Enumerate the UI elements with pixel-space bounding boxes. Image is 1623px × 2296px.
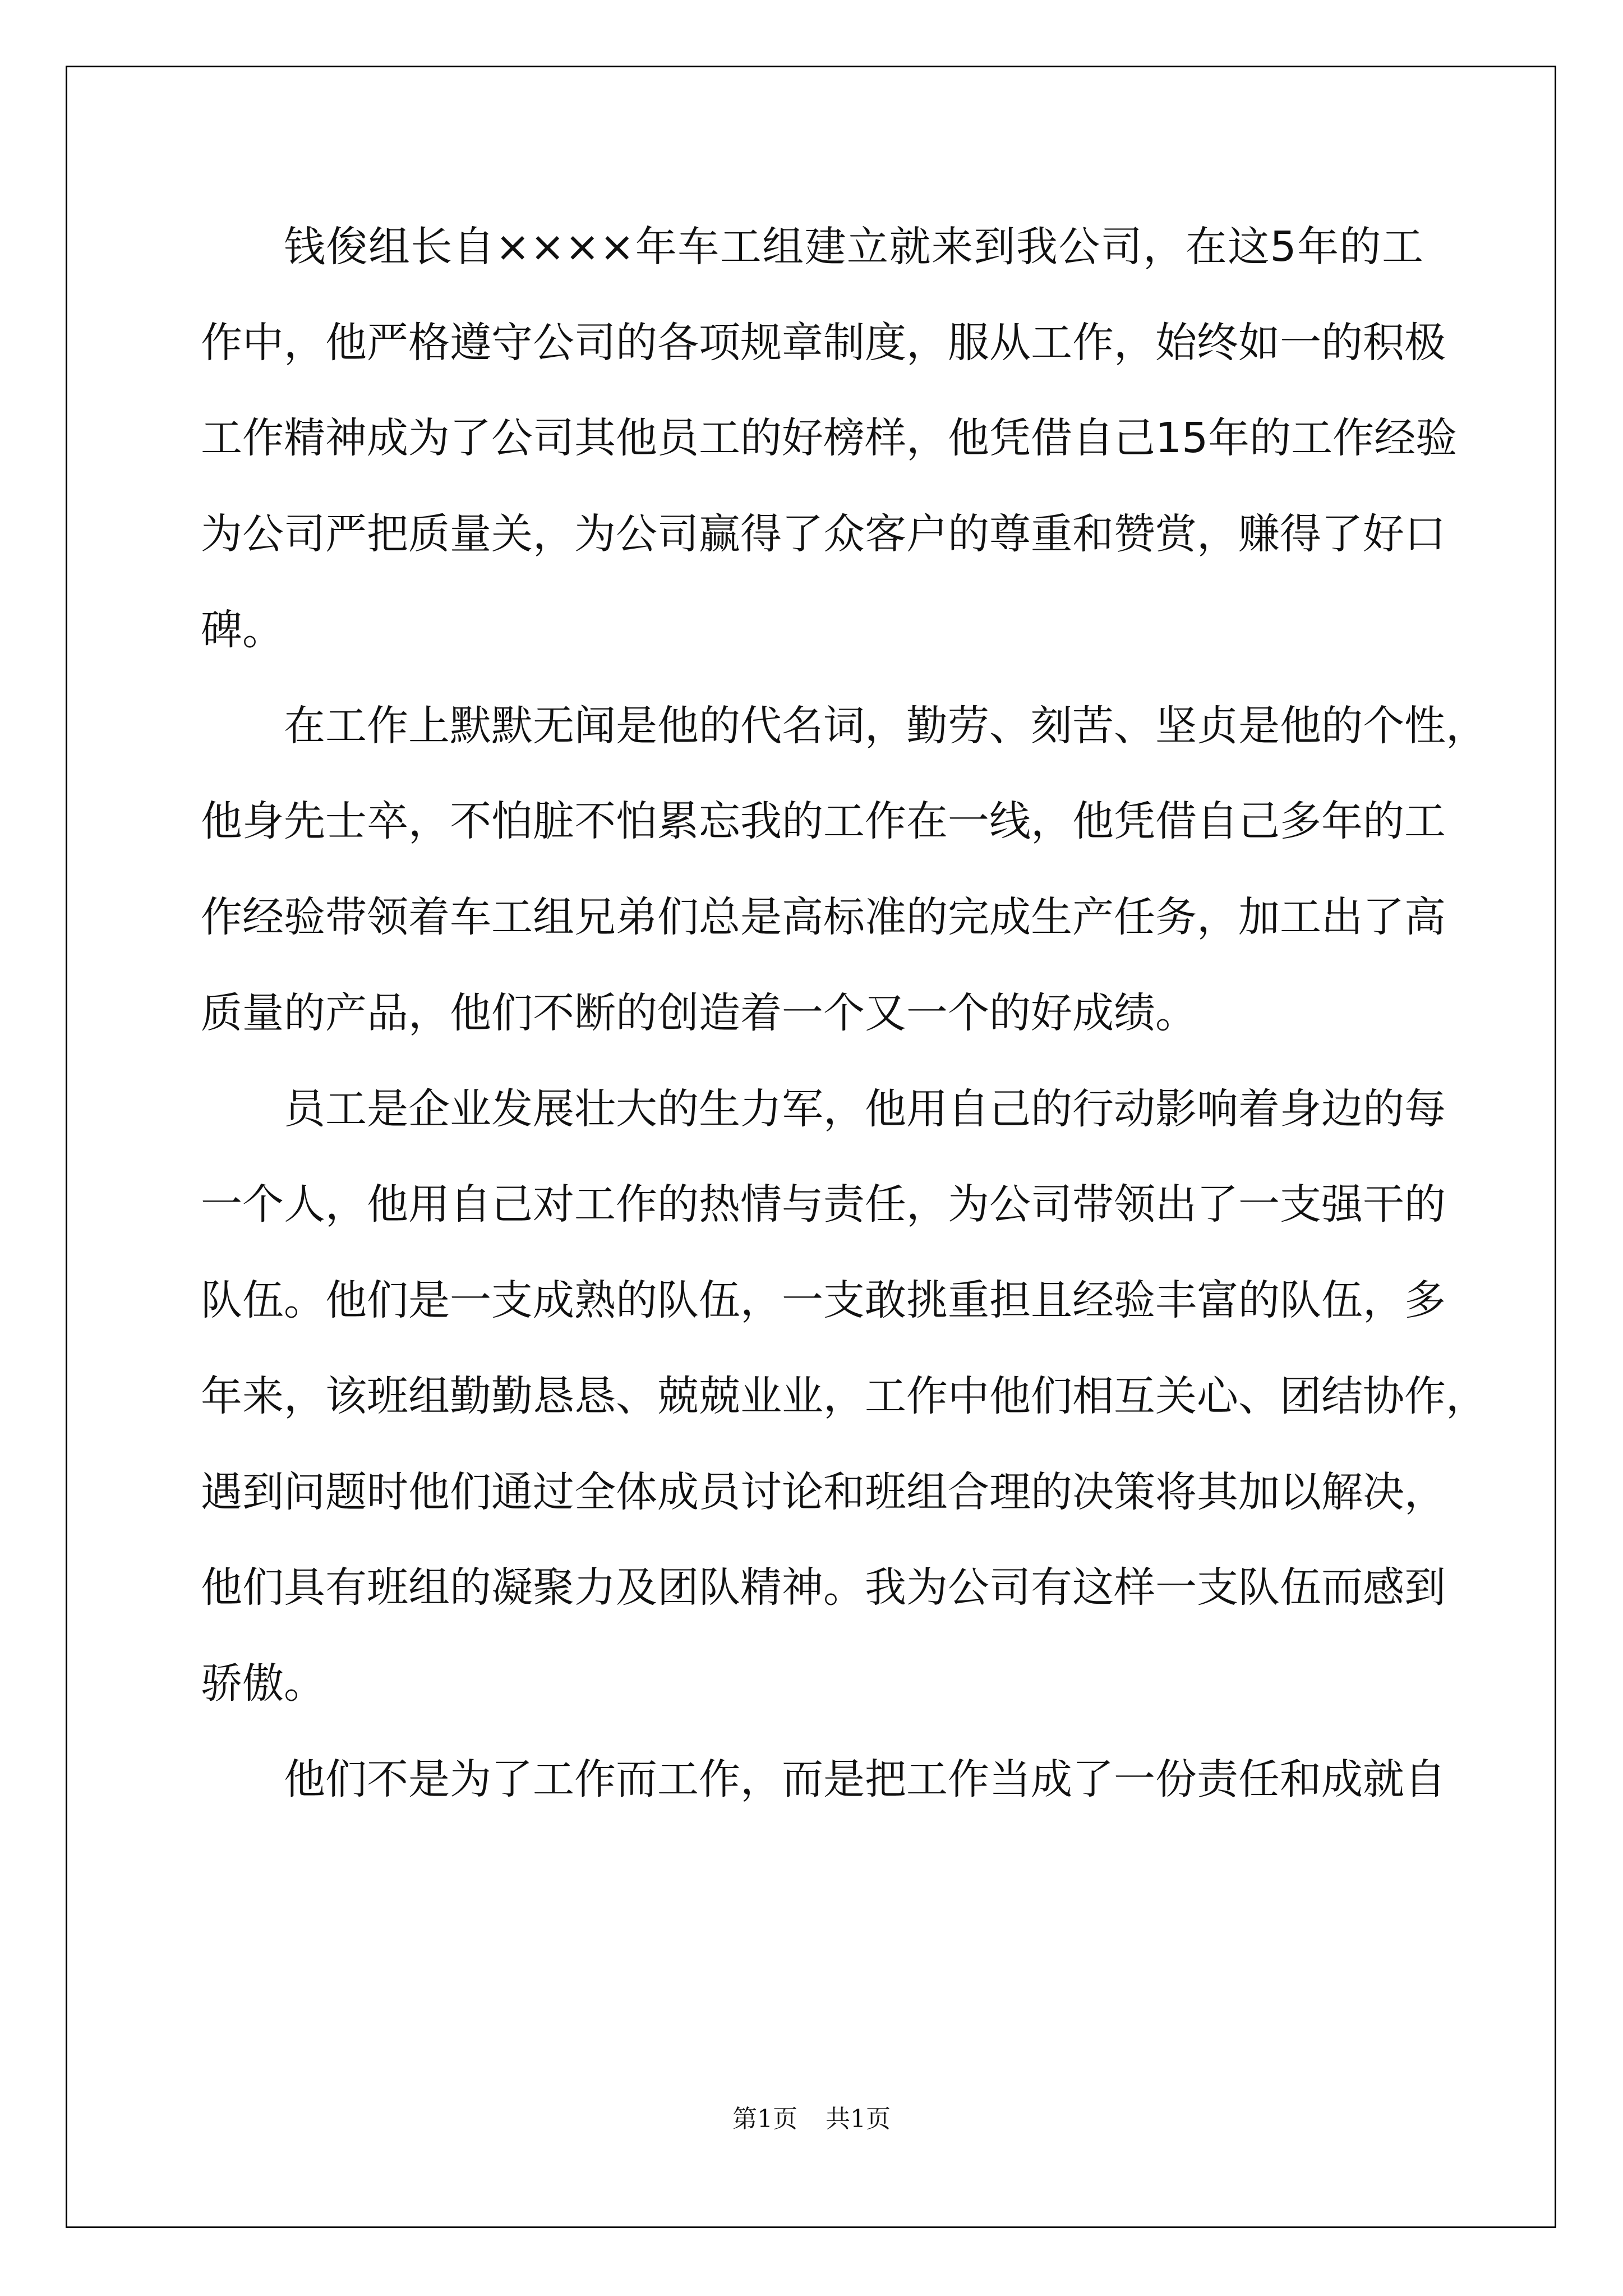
paragraph-3-line-6: 他们具有班组的凝聚力及团队精神。我为公司有这样一支队伍而感到 bbox=[201, 1563, 1446, 1612]
paragraph-3-line-7: 骄傲。 bbox=[201, 1659, 325, 1708]
paragraph-1-line-3: 工作精神成为了公司其他员工的好榜样，他凭借自己15年的工作经验 bbox=[201, 414, 1458, 462]
page-number: 第1页 bbox=[732, 2105, 797, 2133]
page-border bbox=[66, 66, 1556, 2228]
paragraph-1-line-1: 钱俊组长自××××年车工组建立就来到我公司，在这5年的工 bbox=[284, 223, 1423, 271]
paragraph-3-line-5: 遇到问题时他们通过全体成员讨论和班组合理的决策将其加以解决， bbox=[201, 1468, 1446, 1516]
paragraph-1-line-2: 作中，他严格遵守公司的各项规章制度，服从工作，始终如一的积极 bbox=[201, 319, 1446, 367]
paragraph-1-line-4: 为公司严把质量关，为公司赢得了众客户的尊重和赞赏，赚得了好口 bbox=[201, 510, 1446, 558]
paragraph-2-line-3: 作经验带领着车工组兄弟们总是高标准的完成生产任务，加工出了高 bbox=[201, 893, 1446, 941]
paragraph-3-line-2: 一个人，他用自己对工作的热情与责任，为公司带领出了一支强干的 bbox=[201, 1180, 1446, 1228]
page-total: 共1页 bbox=[826, 2105, 891, 2133]
paragraph-2-line-1: 在工作上默默无闻是他的代名词，勤劳、刻苦、坚贞是他的个性， bbox=[284, 702, 1487, 750]
paragraph-4-line-1: 他们不是为了工作而工作，而是把工作当成了一份责任和成就自 bbox=[284, 1755, 1446, 1803]
paragraph-3-line-4: 年来，该班组勤勤恳恳、兢兢业业，工作中他们相互关心、团结协作， bbox=[201, 1372, 1487, 1420]
page-footer bbox=[0, 2102, 1623, 2136]
paragraph-2-line-2: 他身先士卒，不怕脏不怕累忘我的工作在一线，他凭借自己多年的工 bbox=[201, 797, 1446, 845]
paragraph-3-line-3: 队伍。他们是一支成熟的队伍，一支敢挑重担且经验丰富的队伍，多 bbox=[201, 1276, 1446, 1324]
paragraph-2-line-4: 质量的产品，他们不断的创造着一个又一个的好成绩。 bbox=[201, 989, 1197, 1037]
paragraph-3-line-1: 员工是企业发展壮大的生力军，他用自己的行动影响着身边的每 bbox=[284, 1085, 1446, 1133]
paragraph-1-line-5: 碑。 bbox=[201, 606, 284, 654]
